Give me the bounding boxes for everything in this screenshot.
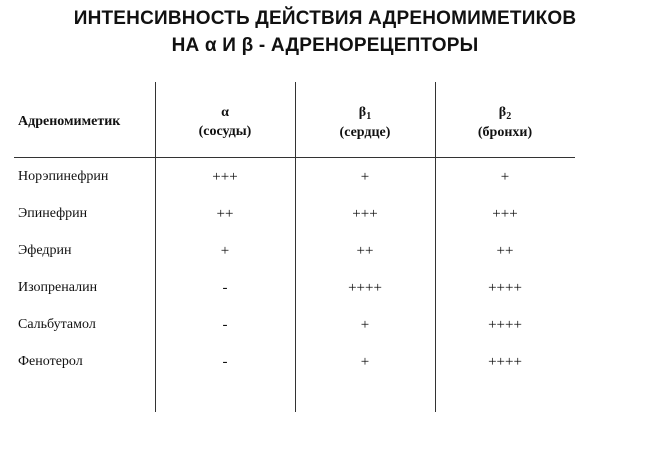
column-header-beta1-symbol: β — [358, 105, 367, 120]
column-header-beta2 — [435, 103, 575, 142]
row-beta1-value: +++ — [352, 206, 378, 222]
title-line-1: ИНТЕНСИВНОСТЬ ДЕЙСТВИЯ АДРЕНОМИМЕТИКОВ — [73, 8, 577, 29]
column-header-beta1-desc: (сердце) — [339, 125, 391, 140]
row-agonist-name: Фенотерол — [18, 354, 83, 369]
column-header-beta1 — [295, 103, 435, 142]
table-row — [0, 202, 650, 226]
row-alpha-value: - — [222, 280, 228, 296]
row-alpha-value: - — [222, 317, 228, 333]
title-line-2: НА α И β - АДРЕНОРЕЦЕПТОРЫ — [171, 35, 479, 56]
table-row — [0, 350, 650, 374]
row-agonist-name: Эпинефрин — [18, 206, 88, 221]
table-row — [0, 165, 650, 189]
column-header-alpha — [155, 103, 295, 141]
row-alpha-value: +++ — [212, 169, 238, 185]
row-beta1-value: + — [360, 354, 370, 370]
row-alpha-value: - — [222, 354, 228, 370]
row-beta2-value: ++ — [496, 243, 514, 259]
row-beta1-value: ++++ — [348, 280, 382, 296]
row-beta1-value: + — [360, 317, 370, 333]
row-agonist-name: Изопреналин — [18, 280, 98, 295]
row-agonist-name: Норэпинефрин — [18, 169, 109, 184]
row-beta2-value: +++ — [492, 206, 518, 222]
table-header-rule — [14, 157, 575, 158]
row-agonist-name: Эфедрин — [18, 243, 72, 258]
row-beta2-value: ++++ — [488, 280, 522, 296]
column-header-alpha-symbol: α — [221, 105, 229, 120]
column-header-beta2-symbol-wrap — [435, 103, 575, 123]
column-header-agonist: Адреномиметик — [18, 114, 121, 129]
row-beta2-value: ++++ — [488, 354, 522, 370]
column-header-beta1-symbol-wrap — [295, 103, 435, 123]
column-header-beta1-subscript: 1 — [366, 111, 372, 122]
column-header-beta2-desc: (бронхи) — [477, 125, 533, 140]
table-row — [0, 313, 650, 337]
row-beta2-value: ++++ — [488, 317, 522, 333]
table-row — [0, 276, 650, 300]
row-beta2-value: + — [500, 169, 510, 185]
row-agonist-name: Сальбутамол — [18, 317, 96, 332]
column-header-beta2-subscript: 2 — [506, 111, 512, 122]
row-beta1-value: ++ — [356, 243, 374, 259]
row-beta1-value: + — [360, 169, 370, 185]
row-alpha-value: + — [220, 243, 230, 259]
column-header-beta2-symbol: β — [498, 105, 507, 120]
column-header-alpha-desc: (сосуды) — [198, 124, 252, 139]
table-row — [0, 239, 650, 263]
row-alpha-value: ++ — [216, 206, 234, 222]
